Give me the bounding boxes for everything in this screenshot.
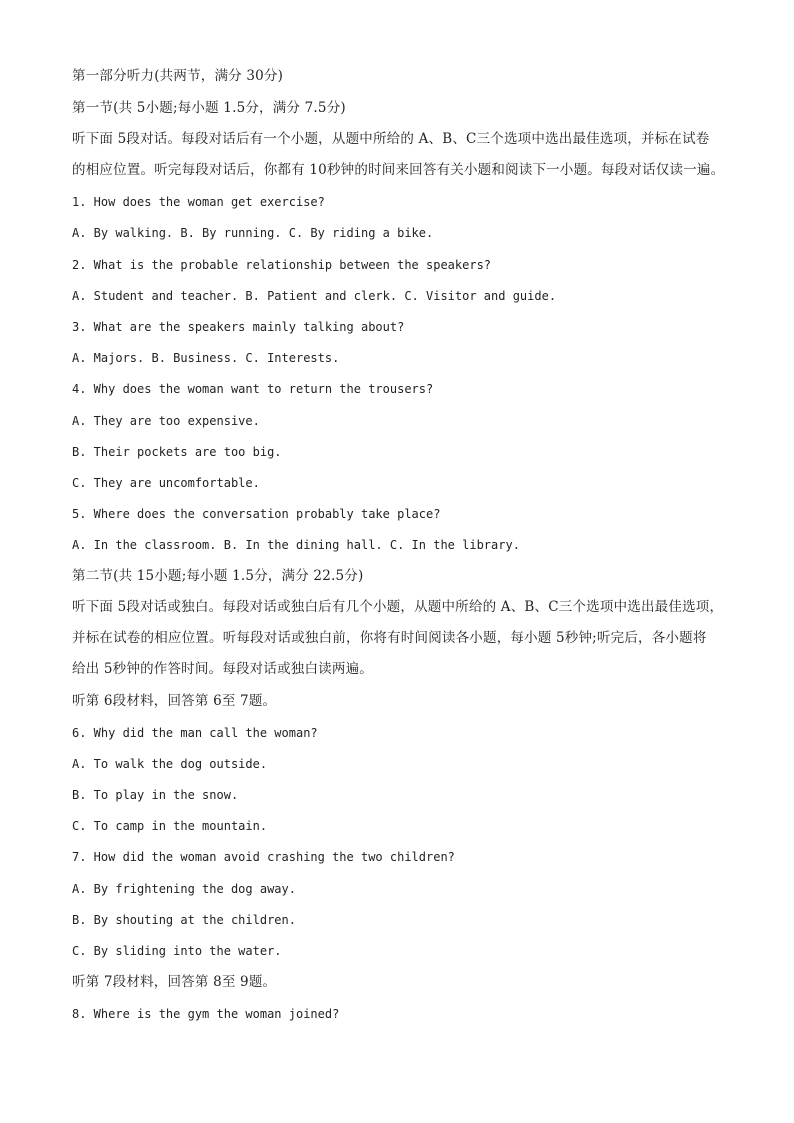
question-6-option-a: A. To walk the dog outside. bbox=[72, 757, 268, 771]
question-2-options: A. Student and teacher. B. Patient and clerk. C. Visitor and guide. bbox=[72, 289, 557, 303]
section2-instructions-line3: 给出 5秒钟的作答时间。每段对话或独白读两遍。 bbox=[72, 661, 373, 677]
question-4-option-c: C. They are uncomfortable. bbox=[72, 476, 260, 490]
section2-instructions-line1: 听下面 5段对话或独白。每段对话或独白后有几个小题，从题中所给的 A、B、C三个选项中选出最佳选项， bbox=[72, 599, 724, 615]
section2-instructions-line2: 并标在试卷的相应位置。听每段对话或独白前，你将有时间阅读各小题，每小题 5秒钟;听完后，各小题将 bbox=[72, 630, 707, 646]
section2-heading: 第二节(共 15小题;每小题 1.5分，满分 22.5分) bbox=[72, 568, 364, 584]
question-7: 7. How did the woman avoid crashing the two children? bbox=[72, 850, 455, 864]
question-6-option-c: C. To camp in the mountain. bbox=[72, 819, 268, 833]
question-2: 2. What is the probable relationship between the speakers? bbox=[72, 258, 492, 272]
question-4-option-a: A. They are too expensive. bbox=[72, 414, 260, 428]
question-4: 4. Why does the woman want to return the trousers? bbox=[72, 382, 434, 396]
section1-instructions-line2: 的相应位置。听完每段对话后，你都有 10秒钟的时间来回答有关小题和阅读下一小题。每段对话仅读一遍。 bbox=[72, 162, 725, 178]
material-6-heading: 听第 6段材料，回答第 6至 7题。 bbox=[72, 693, 277, 709]
question-4-option-b: B. Their pockets are too big. bbox=[72, 445, 282, 459]
question-7-option-b: B. By shouting at the children. bbox=[72, 913, 296, 927]
question-7-option-c: C. By sliding into the water. bbox=[72, 944, 282, 958]
question-3: 3. What are the speakers mainly talking about? bbox=[72, 320, 405, 334]
question-8: 8. Where is the gym the woman joined? bbox=[72, 1007, 340, 1021]
question-7-option-a: A. By frightening the dog away. bbox=[72, 882, 296, 896]
question-1-options: A. By walking. B. By running. C. By riding a bike. bbox=[72, 226, 434, 240]
part1-heading: 第一部分听力(共两节，满分 30分) bbox=[72, 68, 284, 84]
section1-instructions-line1: 听下面 5段对话。每段对话后有一个小题，从题中所给的 A、B、C三个选项中选出最佳选项，并标在试卷 bbox=[72, 131, 710, 147]
section1-heading: 第一节(共 5小题;每小题 1.5分，满分 7.5分) bbox=[72, 100, 346, 116]
question-3-options: A. Majors. B. Business. C. Interests. bbox=[72, 351, 340, 365]
question-5: 5. Where does the conversation probably take place? bbox=[72, 507, 441, 521]
material-7-heading: 听第 7段材料，回答第 8至 9题。 bbox=[72, 974, 277, 990]
question-5-options: A. In the classroom. B. In the dining hall. C. In the library. bbox=[72, 538, 520, 552]
question-6-option-b: B. To play in the snow. bbox=[72, 788, 239, 802]
question-1: 1. How does the woman get exercise? bbox=[72, 195, 325, 209]
question-6: 6. Why did the man call the woman? bbox=[72, 726, 318, 740]
